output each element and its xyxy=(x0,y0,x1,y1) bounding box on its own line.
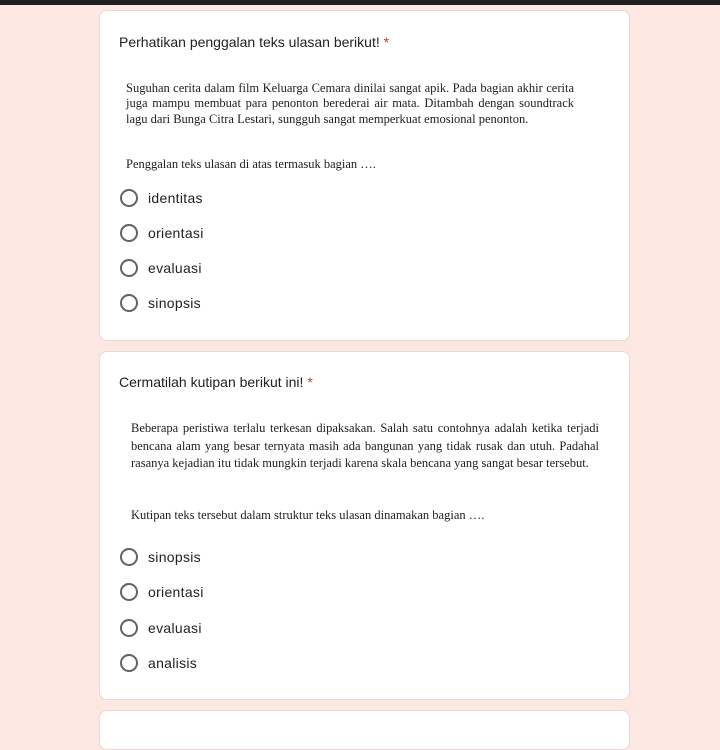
required-asterisk: * xyxy=(383,34,390,50)
radio-button[interactable] xyxy=(120,583,138,601)
radio-button[interactable] xyxy=(120,294,138,312)
radio-button[interactable] xyxy=(120,619,138,637)
question-title xyxy=(119,33,389,51)
radio-button[interactable] xyxy=(120,654,138,672)
option-evaluasi[interactable] xyxy=(120,257,202,279)
option-label: orientasi xyxy=(148,584,204,600)
question-title-text: Cermatilah kutipan berikut ini! xyxy=(119,374,304,390)
option-label: evaluasi xyxy=(148,260,202,276)
radio-button[interactable] xyxy=(120,259,138,277)
radio-button[interactable] xyxy=(120,189,138,207)
option-label: orientasi xyxy=(148,225,204,241)
option-label: sinopsis xyxy=(148,549,201,565)
option-identitas[interactable] xyxy=(120,187,203,209)
option-orientasi[interactable] xyxy=(120,581,204,603)
option-label: evaluasi xyxy=(148,620,202,636)
radio-button[interactable] xyxy=(120,224,138,242)
option-sinopsis[interactable] xyxy=(120,546,201,568)
option-orientasi[interactable] xyxy=(120,222,204,244)
option-label: identitas xyxy=(148,190,203,206)
question-title-text: Perhatikan penggalan teks ulasan berikut! xyxy=(119,34,380,50)
question-card-1 xyxy=(99,10,630,341)
option-analisis[interactable] xyxy=(120,652,197,674)
radio-button[interactable] xyxy=(120,548,138,566)
top-bar xyxy=(0,0,720,5)
required-asterisk: * xyxy=(307,374,313,390)
question-card-2 xyxy=(99,351,630,700)
question-prompt: Penggalan teks ulasan di atas termasuk bagian …. xyxy=(126,157,376,171)
option-label: analisis xyxy=(148,655,198,671)
question-passage: Beberapa peristiwa terlalu terkesan dipaksakan. Salah satu contohnya adalah ketika terjadi bencana alam yang besar ternyata masih ada bangunan yang tidak rusak dan utuh. Padahal rasanya kejadian itu tidak mungkin terjadi karena skala bencana yang sangat besar tersebut. xyxy=(131,421,599,471)
question-passage: Suguhan cerita dalam film Keluarga Cemara dinilai sangat apik. Pada bagian akhir cerita juga mampu membuat para penonton berederai air mata. Ditambah dengan soundtrack lagu dari Bunga Citra Lestari, sungguh sangat memperkuat emosional penonton. xyxy=(126,81,574,126)
question-prompt: Kutipan teks tersebut dalam struktur teks ulasan dinamakan bagian …. xyxy=(131,508,485,522)
option-evaluasi[interactable] xyxy=(120,617,202,639)
question-card-3 xyxy=(99,710,630,750)
option-label: sinopsis xyxy=(148,295,201,311)
question-title xyxy=(119,373,313,391)
option-sinopsis[interactable] xyxy=(120,292,201,314)
